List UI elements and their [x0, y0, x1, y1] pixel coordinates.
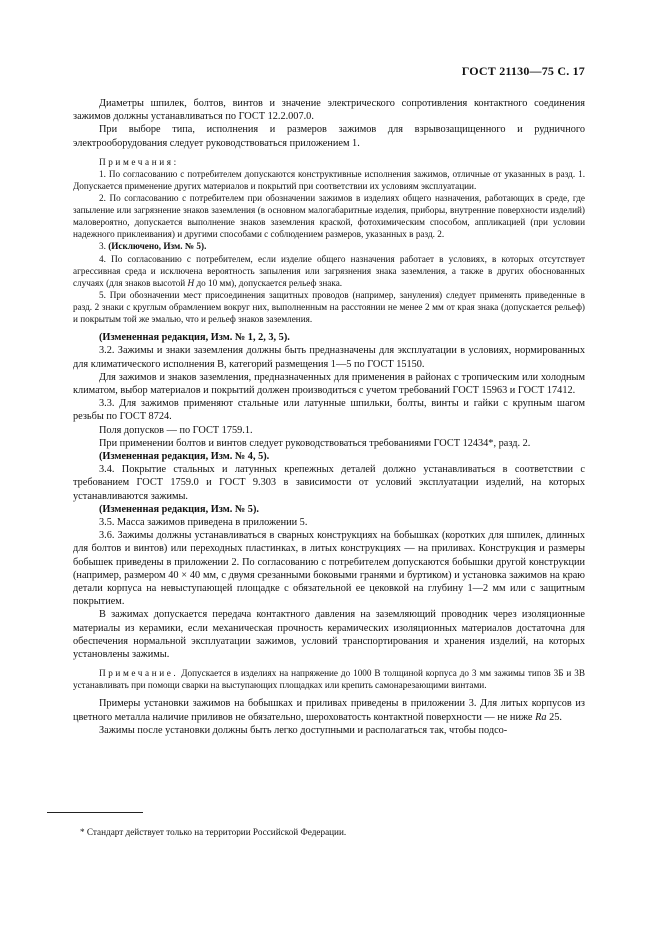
note-item: 2. По согласованию с потребителем при обозначении зажимов в изделиях общего назначения, работающих в среде, где запыление или загрязнение знаков заземления (в основном малогабаритные изделия, приборы, внутренние поверхности изделий) маловероятно, допускается выполнение знаков заземления краской, фотохимическим способом, аппликацией (при условии надежного приклеивания) и другими способами с соблюдением размеров, указанных в разд. 2. [73, 193, 585, 240]
footnote: * Стандарт действует только на территории Российской Федерации. [80, 827, 347, 837]
revision-note: (Измененная редакция, Изм. № 5). [99, 503, 259, 515]
paragraph: Для зажимов и знаков заземления, предназначенных для применения в районах с тропическим или холодным климатом, выбор материалов и покрытий должен производиться с учетом требований ГОСТ 15963 и ГОСТ 17412. [73, 371, 585, 396]
revision-note: (Измененная редакция, Изм. № 4, 5). [99, 450, 270, 462]
paragraph: Зажимы после установки должны быть легко доступными и располагаться так, чтобы подсо- [99, 724, 508, 736]
paragraph: В зажимах допускается передача контактного давления на заземляющий проводник через изоляционные материалы из керамики, если механическая прочность керамических изоляционных материалов достаточна для обеспечения нормальной эксплуатации зажимов, условий транспортирования и хранения изделий, на которых установлены зажимы. [73, 609, 585, 660]
notes-title: Примечания: [99, 156, 179, 167]
note-item: 3. (Исключено, Изм. № 5). [99, 241, 207, 252]
paragraph: При применении болтов и винтов следует руководствоваться требованиями ГОСТ 12434*, разд. 2. [99, 437, 531, 449]
main-text [73, 97, 585, 737]
paragraph: 3.5. Масса зажимов приведена в приложении 5. [99, 516, 308, 528]
paragraph: 3.6. Зажимы должны устанавливаться в сварных конструкциях на бобышках (коротких для шпилек, длинных для болтов и винтов) или переходных пластинках, в литых конструкциях — на приливах. Конструкция и размеры бобышек приведены в приложении 2. По согласованию с потребителем допускаются бобышки другой конструкции (например, размером 40 × 40 мм, с двумя срезанными боковыми гранями и буртиком) и установка зажимов на краю детали корпуса на невыступающей площадке с обязательной ее цековкой на глубину 1—2 мм или с защитным покрытием. [73, 530, 585, 608]
paragraph: Диаметры шпилек, болтов, винтов и значение электрического сопротивления контактного соединения зажимов должны устанавливаться по ГОСТ 12.2.007.0. [73, 98, 585, 123]
paragraph: Поля допусков — по ГОСТ 1759.1. [99, 424, 253, 436]
footnote-divider [47, 812, 143, 813]
page-header: ГОСТ 21130—75 С. 17 [461, 64, 585, 78]
paragraph: 3.3. Для зажимов применяют стальные или латунные шпильки, болты, винты и гайки с крупным шагом резьбы по ГОСТ 8724. [73, 398, 585, 423]
paragraph: 3.2. Зажимы и знаки заземления должны быть предназначены для эксплуатации в условиях, нормированных для климатического исполнения В, категорий размещения 1—5 по ГОСТ 15150. [73, 345, 585, 370]
revision-note: (Измененная редакция, Изм. № 1, 2, 3, 5). [99, 332, 290, 344]
paragraph: Примеры установки зажимов на бобышках и приливах приведены в приложении 3. Для литых корпусов из цветного металла наличие приливов не обязательно, шероховатость контактной поверхности — не ниже Ra 25. [73, 698, 585, 723]
note-item: Примечание. Допускается в изделиях на напряжение до 1000 В толщиной корпуса до 3 мм зажимы типов 3Б и 3В устанавливать при помощи сварки на выступающих площадках или крепить самонарезающими винтами. [73, 668, 585, 691]
paragraph: При выборе типа, исполнения и размеров зажимов для взрывозащищенного и рудничного электрооборудования следует руководствоваться приложением 1. [73, 124, 585, 149]
note-item: 4. По согласованию с потребителем, если изделие общего назначения работает в условиях, в которых отсутствует агрессивная среда и исключена вероятность запыления или загрязнения знака заземления, а также в других обоснованных случаях (для знаков высотой H до 10 мм), допускается рельеф знака. [73, 253, 585, 288]
note-item: 1. По согласованию с потребителем допускаются конструктивные исполнения зажимов, отличные от указанных в разд. 1. Допускается применение других материалов и покрытий при соответствии их условиям эксплуатации. [73, 168, 585, 191]
note-item: 5. При обозначении мест присоединения защитных проводов (например, зануления) следует применять приведенные в разд. 2 знаки с круглым обрамлением вокруг них, выполненным на расстоянии не менее 2 мм от края знака (допускается рельеф) и покрытым той же эмалью, что и рельеф знаков заземления. [73, 289, 585, 325]
paragraph: 3.4. Покрытие стальных и латунных крепежных деталей должно устанавливаться в соответствии с требованием ГОСТ 1759.0 и ГОСТ 9.303 в зависимости от условий эксплуатации изделий, на которых устанавливаются зажимы. [73, 464, 585, 502]
